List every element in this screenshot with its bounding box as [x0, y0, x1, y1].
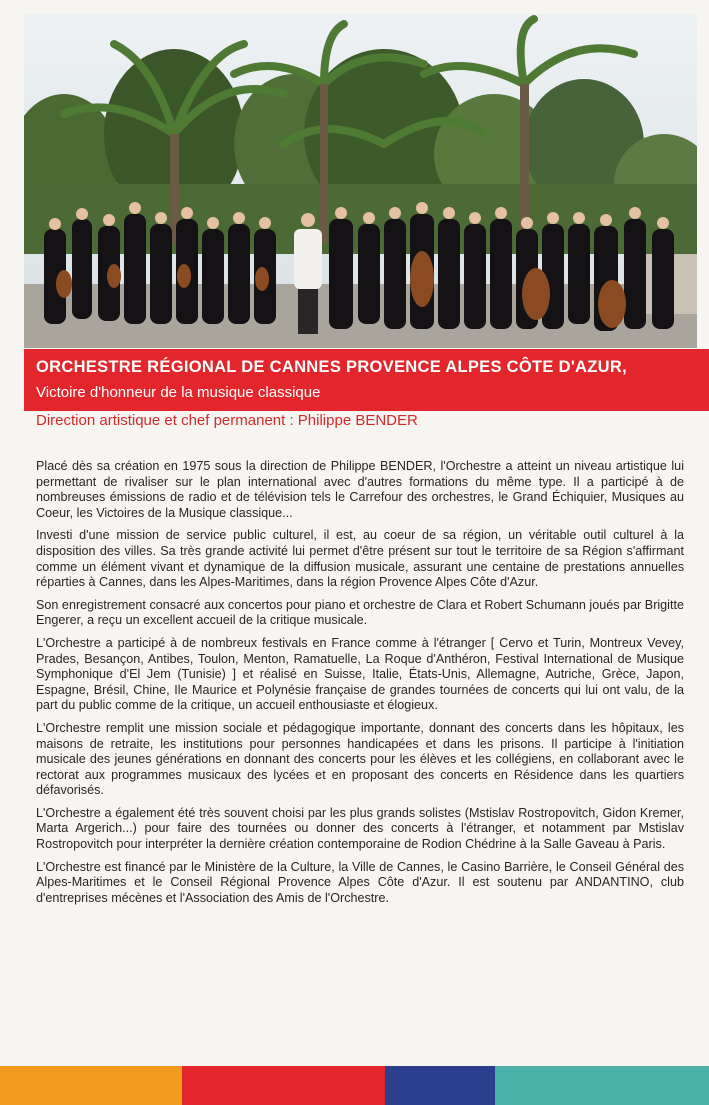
paragraph: L'Orchestre a participé à de nombreux festivals en France comme à l'étranger [ Cervo et Turin, Montreux Vevey, Prades, Besançon, Antibes, Toulon, Menton, Ramatuelle, La Roque d'Anthéron, Festival International de Musique Symphonique d'El Jem (Tunisie) ] et réalisé en Suisse, Italie, États-Unis, Allemagne, Autriche, Grèce, Japon, Espagne, Brésil, Chine, Ile Maurice et Polynésie française de grandes tournées de concerts qui lui ont valu, de la part du public comme de la critique, un accueil enthousiaste et élogieux.	[36, 635, 684, 713]
footer-bar-red	[182, 1066, 385, 1105]
musicians	[44, 214, 674, 331]
artistic-direction: Direction artistique et chef permanent : Philippe BENDER	[36, 412, 418, 429]
footer-bar-orange	[0, 1066, 182, 1105]
orchestra-title: ORCHESTRE RÉGIONAL DE CANNES PROVENCE ALPES CÔTE D'AZUR,	[36, 358, 627, 376]
footer-color-bar	[0, 1066, 709, 1105]
paragraph: Son enregistrement consacré aux concertos pour piano et orchestre de Clara et Robert Schumann joués par Brigitte Engerer, a reçu un excellent accueil de la critique musicale.	[36, 597, 684, 628]
conductor	[294, 229, 322, 289]
body-text	[36, 459, 684, 913]
orchestra-subtitle: Victoire d'honneur de la musique classique	[36, 384, 321, 401]
title-banner	[24, 349, 709, 411]
footer-bar-teal	[495, 1066, 709, 1105]
paragraph: L'Orchestre remplit une mission sociale et pédagogique importante, donnant des concerts dans les hôpitaux, les maisons de retraite, les institutions pour personnes handicapées et dans les prisons. Il participe à l'initiation musicale des jeunes générations en donnant des concerts pour les élèves et les collégiens, en collaborant avec le rectorat aux programmes musicaux des lycées et en proposant des concerts en Résidence dans les quartiers défavorisés.	[36, 720, 684, 798]
paragraph: L'Orchestre a également été très souvent choisi par les plus grands solistes (Mstislav Rostropovitch, Gidon Kremer, Marta Argerich...) pour faire des tournées ou donner des concerts à l'étranger, et notamment par Mstislav Rostropovitch pour interpréter la dernière création contemporaine de Rodion Chédrine à la Salle Gaveau à Paris.	[36, 805, 684, 852]
paragraph: Investi d'une mission de service public culturel, il est, au coeur de sa région, un véritable outil culturel à la disposition des villes. Sa très grande activité lui permet d'être présent sur tout le territoire de sa Région s'affirmant comme un élément vivant et dynamique de la diffusion musicale, assurant une centaine de prestations annuelles réparties à Cannes, dans les Alpes-Maritimes, dans la région Provence Alpes Côte d'Azur.	[36, 528, 684, 590]
orchestra-photo	[24, 14, 697, 348]
paragraph: L'Orchestre est financé par le Ministère de la Culture, la Ville de Cannes, le Casino Barrière, le Conseil Général des Alpes-Maritimes et le Conseil Régional Provence Alpes Côte d'Azur. Il est soutenu par ANDANTINO, club d'entreprises mécènes et l'Association des Amis de l'Orchestre.	[36, 859, 684, 905]
footer-bar-blue	[385, 1066, 495, 1105]
paragraph: Placé dès sa création en 1975 sous la direction de Philippe BENDER, l'Orchestre a atteint un niveau artistique lui permettant de rivaliser sur le plan international avec d'autres formations du même type. Il a participé à de nombreuses émissions de radio et de télévision tels le Carrefour des orchestres, le Grand Échiquier, Musiques au Coeur, les Victoires de la Musique classique...	[36, 459, 684, 520]
orchestra-photo-illustration	[24, 14, 697, 348]
